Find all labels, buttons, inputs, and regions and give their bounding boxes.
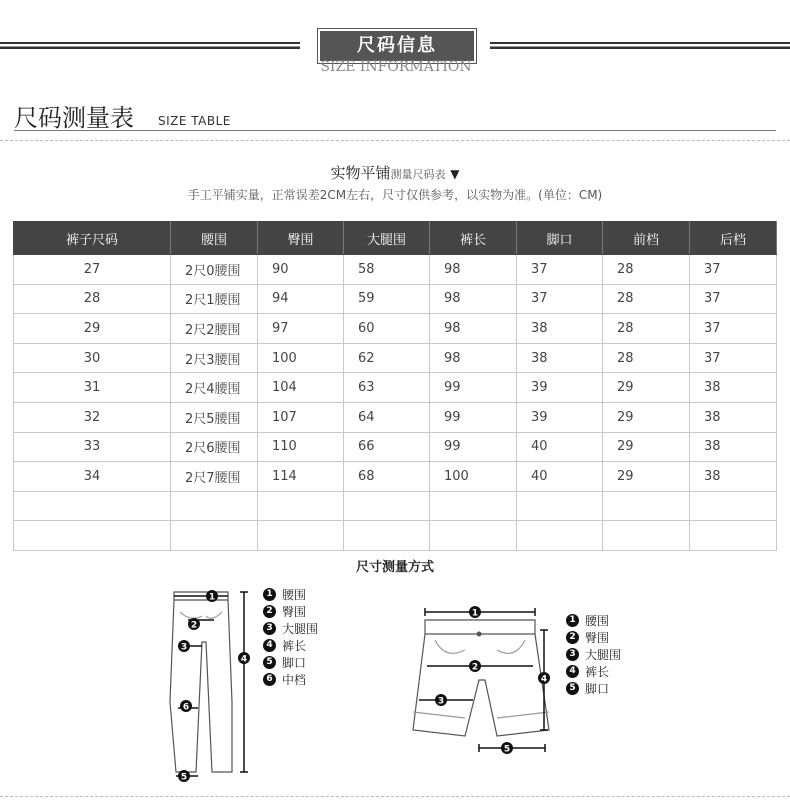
header-subtitle: SIZE INFORMATION [320, 59, 472, 75]
table-cell: 98 [430, 314, 517, 344]
table-cell: 99 [430, 402, 517, 432]
table-cell: 68 [344, 462, 430, 492]
table-caption [0, 162, 790, 183]
table-cell: 2尺0腰围 [171, 255, 258, 285]
table-cell: 94 [258, 284, 344, 314]
table-cell: 28 [603, 255, 690, 285]
table-cell: 38 [690, 373, 777, 403]
legend-label: 裤长 [282, 639, 307, 653]
legend-label: 腰围 [282, 588, 307, 602]
table-cell: 29 [603, 462, 690, 492]
table-row [14, 402, 777, 432]
table-cell: 2尺7腰围 [171, 462, 258, 492]
table-cell [258, 521, 344, 551]
legend-item [263, 654, 318, 671]
header-cell: 裤子尺码 [14, 222, 171, 255]
table-cell: 2尺1腰围 [171, 284, 258, 314]
header-cell: 裤长 [430, 222, 517, 255]
measure-title: 尺寸测量方式 [355, 560, 434, 575]
table-cell: 33 [14, 432, 171, 462]
legend-number: 2 [566, 631, 579, 644]
svg-text:1: 1 [208, 592, 216, 603]
legend-number: 5 [566, 682, 579, 695]
legend-item [263, 637, 318, 654]
table-row [14, 373, 777, 403]
svg-text:1: 1 [471, 608, 479, 619]
legend-number: 4 [566, 665, 579, 678]
table-cell: 114 [258, 462, 344, 492]
table-cell: 34 [14, 462, 171, 492]
table-row [14, 343, 777, 373]
table-cell: 60 [344, 314, 430, 344]
header-title: 尺码信息 [318, 29, 476, 63]
table-cell: 27 [14, 255, 171, 285]
table-cell: 28 [603, 314, 690, 344]
svg-text:2: 2 [190, 620, 198, 631]
header-cell: 腰围 [171, 222, 258, 255]
svg-text:4: 4 [540, 674, 548, 685]
header-cell: 脚口 [517, 222, 603, 255]
legend-item [566, 663, 621, 680]
legend-item [263, 620, 318, 637]
table-cell: 37 [690, 314, 777, 344]
header-cell: 后档 [690, 222, 777, 255]
table-cell: 64 [344, 402, 430, 432]
dashed-divider-bottom [0, 796, 790, 797]
table-cell: 58 [344, 255, 430, 285]
table-cell: 99 [430, 432, 517, 462]
legend-item [566, 646, 621, 663]
table-cell: 2尺2腰围 [171, 314, 258, 344]
legend-item [263, 586, 318, 603]
table-row [14, 314, 777, 344]
table-row [14, 432, 777, 462]
table-row [14, 284, 777, 314]
table-cell: 38 [517, 314, 603, 344]
svg-text:5: 5 [503, 744, 511, 755]
shorts-legend [566, 612, 621, 697]
table-row [14, 491, 777, 521]
table-cell [430, 491, 517, 521]
table-cell: 32 [14, 402, 171, 432]
table-cell [517, 491, 603, 521]
table-cell [603, 491, 690, 521]
legend-item [566, 680, 621, 697]
table-cell [258, 491, 344, 521]
table-cell: 40 [517, 432, 603, 462]
table-cell [171, 491, 258, 521]
table-cell [14, 491, 171, 521]
size-table [13, 221, 777, 551]
header-rule-left [0, 42, 300, 49]
legend-label: 中档 [282, 673, 307, 687]
legend-number: 6 [263, 673, 276, 686]
table-header-row [14, 222, 777, 255]
table-cell: 98 [430, 284, 517, 314]
legend-number: 3 [566, 648, 579, 661]
table-cell: 28 [14, 284, 171, 314]
svg-text:4: 4 [240, 654, 248, 665]
caption-main: 实物平铺 [330, 164, 391, 182]
legend-number: 1 [566, 614, 579, 627]
table-cell: 38 [690, 432, 777, 462]
legend-item [263, 671, 318, 688]
table-cell: 98 [430, 255, 517, 285]
table-cell: 2尺3腰围 [171, 343, 258, 373]
table-cell: 29 [14, 314, 171, 344]
table-cell: 28 [603, 343, 690, 373]
svg-text:5: 5 [180, 772, 188, 783]
table-cell [690, 491, 777, 521]
table-cell: 107 [258, 402, 344, 432]
table-cell [344, 491, 430, 521]
table-row [14, 255, 777, 285]
table-row [14, 521, 777, 551]
legend-number: 4 [263, 639, 276, 652]
caption-small: 测量尺码表 [390, 168, 446, 181]
table-cell: 30 [14, 343, 171, 373]
table-cell: 37 [517, 284, 603, 314]
table-cell: 90 [258, 255, 344, 285]
table-cell: 38 [690, 402, 777, 432]
table-row [14, 462, 777, 492]
table-cell: 28 [603, 284, 690, 314]
table-cell [603, 521, 690, 551]
table-cell: 104 [258, 373, 344, 403]
legend-label: 脚口 [585, 682, 610, 696]
table-cell: 37 [690, 343, 777, 373]
pants-diagram [160, 582, 255, 787]
table-cell: 37 [690, 255, 777, 285]
table-cell: 37 [517, 255, 603, 285]
shorts-diagram [405, 600, 560, 760]
table-cell: 29 [603, 402, 690, 432]
table-cell: 2尺6腰围 [171, 432, 258, 462]
table-cell: 29 [603, 432, 690, 462]
legend-label: 大腿围 [282, 622, 319, 636]
caption-arrow-icon: ▼ [450, 167, 460, 181]
legend-item [566, 629, 621, 646]
legend-number: 5 [263, 656, 276, 669]
dashed-divider-top [0, 140, 790, 141]
table-cell: 59 [344, 284, 430, 314]
table-cell: 66 [344, 432, 430, 462]
table-cell: 39 [517, 402, 603, 432]
table-cell: 100 [258, 343, 344, 373]
legend-label: 大腿围 [585, 648, 622, 662]
table-cell: 37 [690, 284, 777, 314]
header-cell: 臀围 [258, 222, 344, 255]
table-cell: 40 [517, 462, 603, 492]
legend-label: 臀围 [282, 605, 307, 619]
table-cell: 100 [430, 462, 517, 492]
legend-number: 2 [263, 605, 276, 618]
legend-label: 臀围 [585, 631, 610, 645]
legend-label: 裤长 [585, 665, 610, 679]
table-note: 手工平铺实量，正常误差2CM左右，尺寸仅供参考，以实物为准。(单位：CM) [187, 188, 603, 202]
table-cell [517, 521, 603, 551]
table-cell: 110 [258, 432, 344, 462]
section-subtitle: SIZE TABLE [158, 114, 231, 128]
legend-number: 3 [263, 622, 276, 635]
table-cell: 29 [603, 373, 690, 403]
svg-text:3: 3 [437, 696, 445, 707]
svg-text:6: 6 [182, 702, 190, 713]
legend-label: 腰围 [585, 614, 610, 628]
table-cell: 2尺4腰围 [171, 373, 258, 403]
table-cell: 38 [690, 462, 777, 492]
legend-label: 脚口 [282, 656, 307, 670]
svg-text:2: 2 [471, 662, 479, 673]
section-title: 尺码测量表 [14, 104, 134, 132]
svg-text:3: 3 [180, 642, 188, 653]
table-cell: 97 [258, 314, 344, 344]
table-cell: 39 [517, 373, 603, 403]
section-rule [14, 130, 776, 131]
table-cell: 99 [430, 373, 517, 403]
legend-item [566, 612, 621, 629]
table-cell: 38 [517, 343, 603, 373]
table-cell: 62 [344, 343, 430, 373]
table-cell: 63 [344, 373, 430, 403]
table-cell: 98 [430, 343, 517, 373]
table-cell [344, 521, 430, 551]
legend-item [263, 603, 318, 620]
table-cell [171, 521, 258, 551]
table-cell [690, 521, 777, 551]
header-cell: 前档 [603, 222, 690, 255]
pants-legend [263, 586, 318, 688]
table-cell [14, 521, 171, 551]
header-rule-right [490, 42, 790, 49]
table-cell [430, 521, 517, 551]
legend-number: 1 [263, 588, 276, 601]
table-cell: 2尺5腰围 [171, 402, 258, 432]
header-cell: 大腿围 [344, 222, 430, 255]
table-cell: 31 [14, 373, 171, 403]
